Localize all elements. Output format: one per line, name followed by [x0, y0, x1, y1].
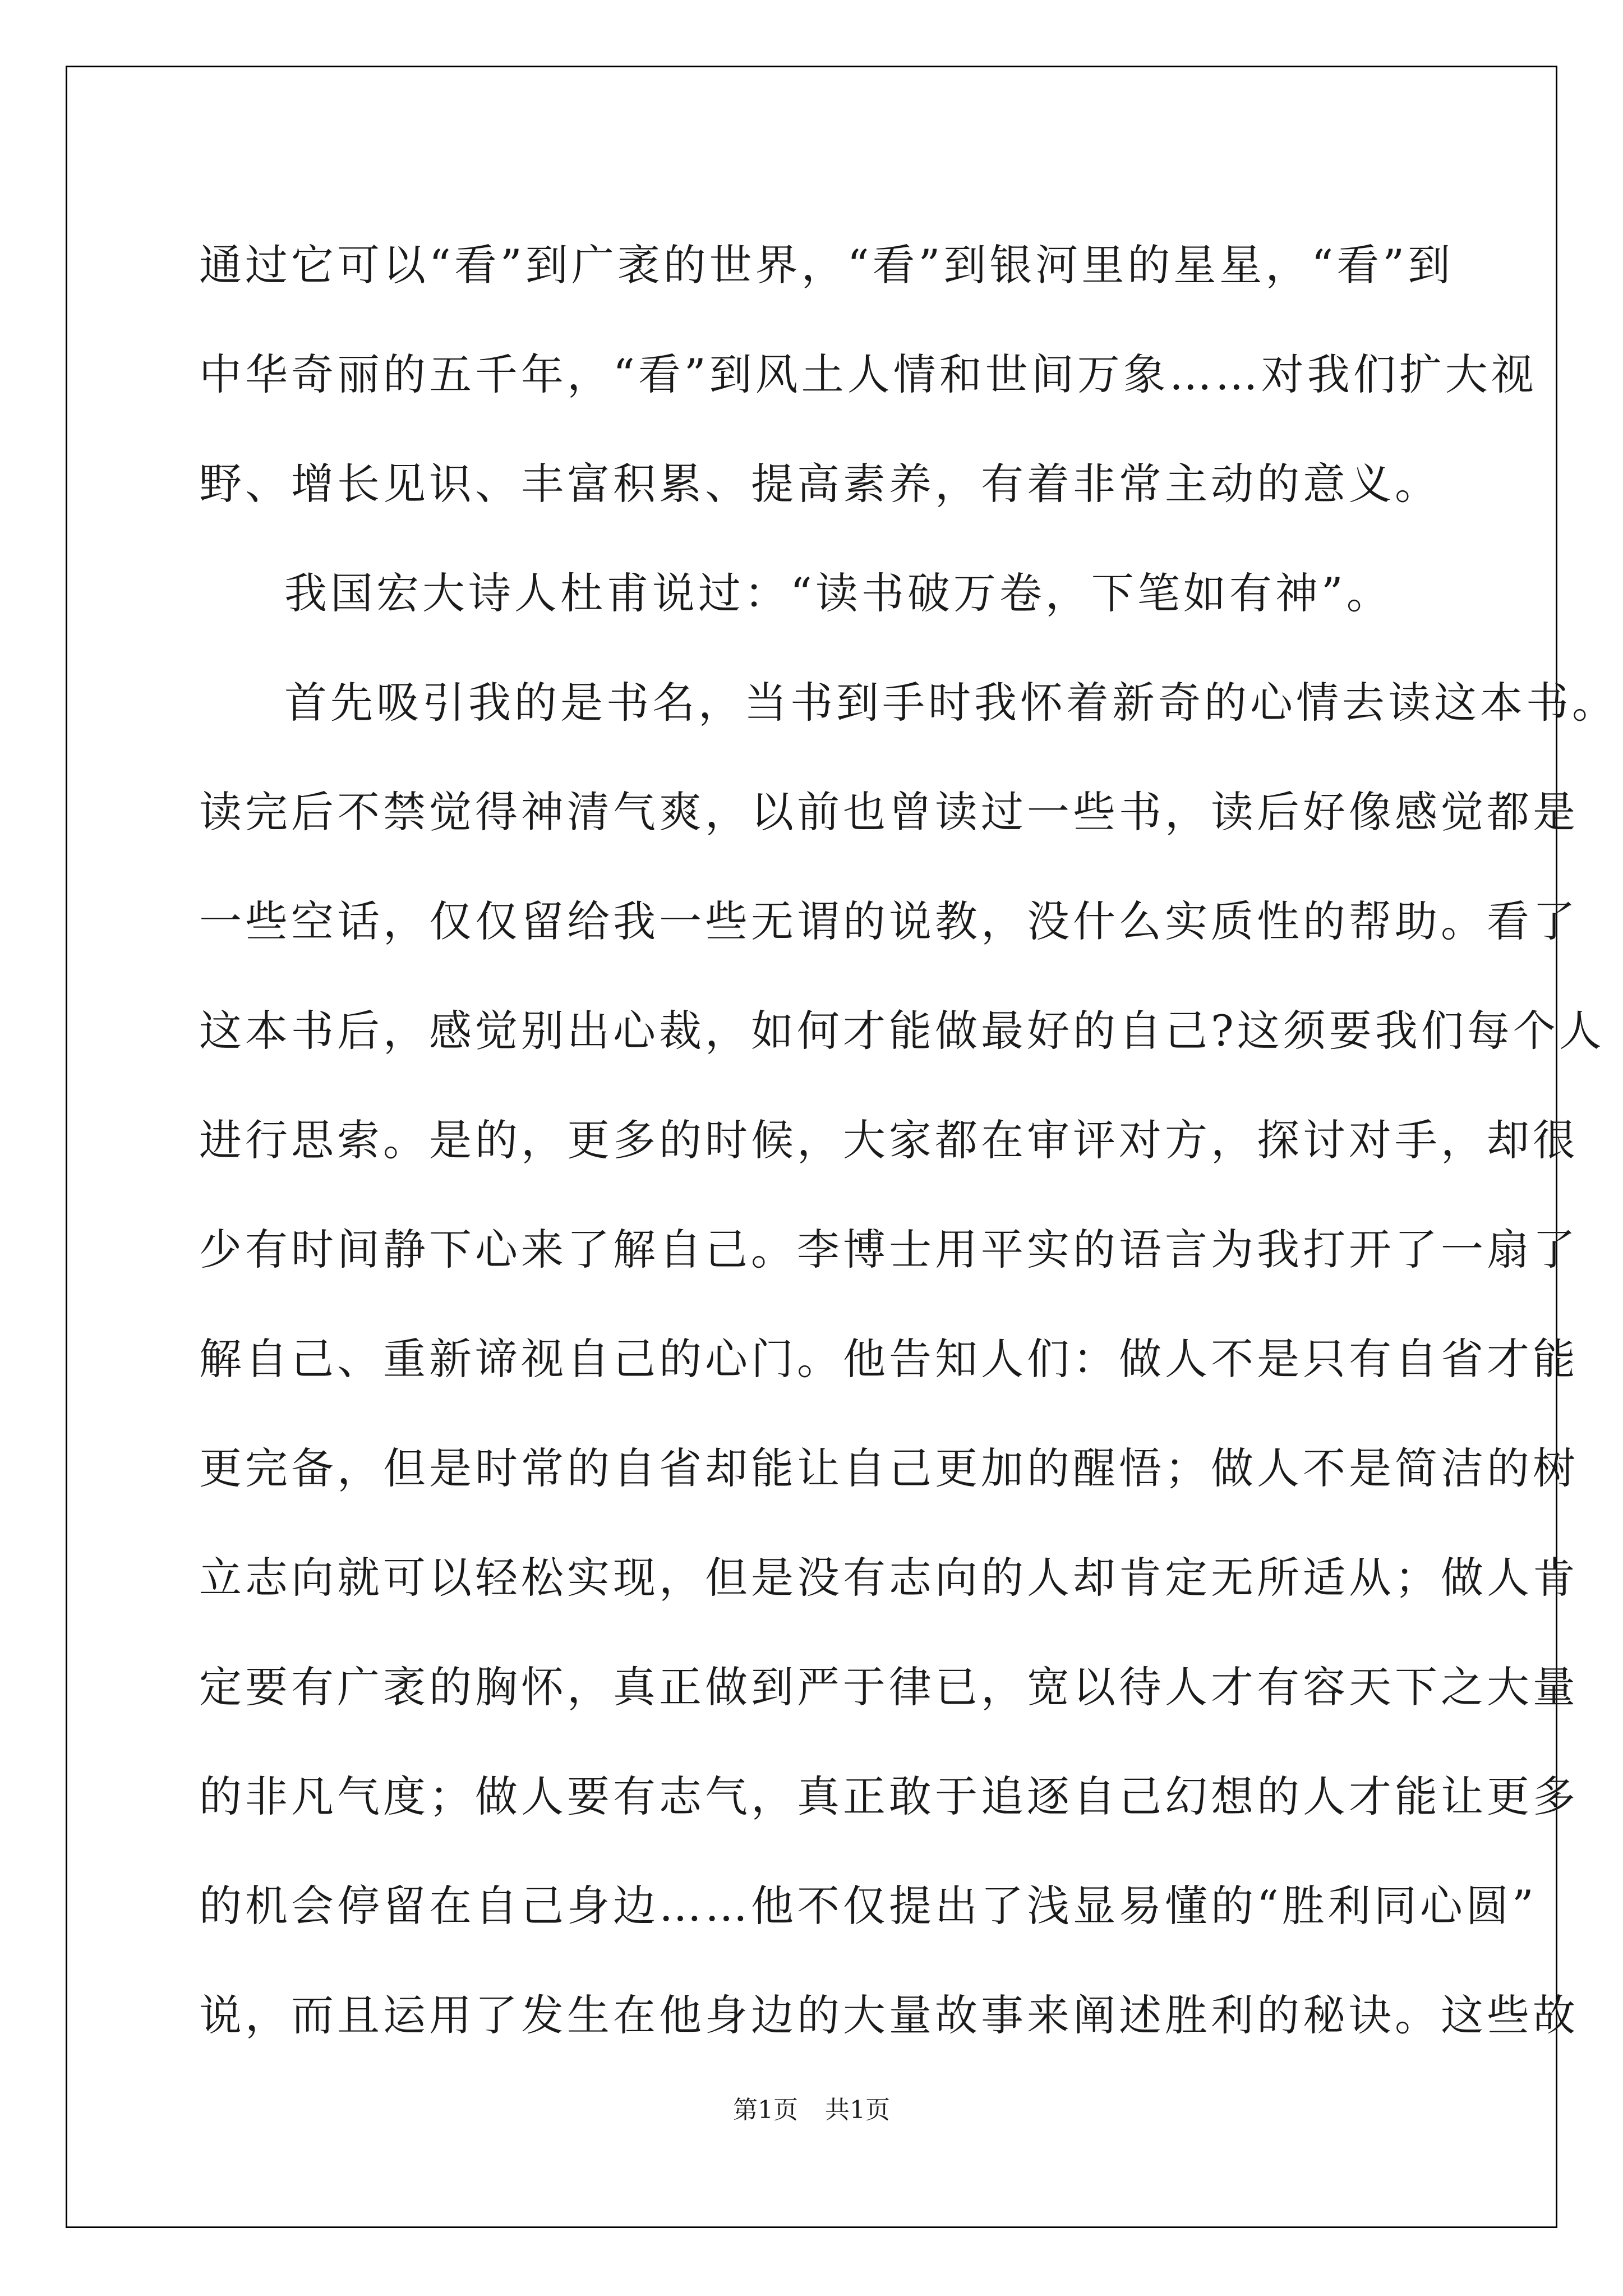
text-line: 这本书后，感觉别出心裁，如何才能做最好的自己?这须要我们每个人: [199, 1006, 1605, 1056]
text-line: 的非凡气度；做人要有志气，真正敢于追逐自己幻想的人才能让更多: [199, 1772, 1579, 1821]
text-line: 更完备，但是时常的自省却能让自己更加的醒悟；做人不是简洁的树: [199, 1443, 1579, 1493]
text-line: 中华奇丽的五千年，“看”到风土人情和世间万象……对我们扩大视: [199, 349, 1537, 399]
body-text: [199, 210, 1618, 2070]
text-line: 一些空话，仅仅留给我一些无谓的说教，没什么实质性的帮助。看了: [199, 896, 1579, 946]
page-number-current: 第1页: [733, 2096, 798, 2124]
text-line: 我国宏大诗人杜甫说过：“读书破万卷，下笔如有神”。: [284, 568, 1393, 618]
text-line: 进行思索。是的，更多的时候，大家都在审评对方，探讨对手，却很: [199, 1115, 1579, 1165]
text-line: 通过它可以“看”到广袤的世界，“看”到银河里的星星，“看”到: [199, 240, 1454, 290]
text-line: 的机会停留在自己身边……他不仅提出了浅显易懂的“胜利同心圆”: [199, 1881, 1537, 1931]
text-line: 定要有广袤的胸怀，真正做到严于律已，宽以待人才有容天下之大量: [199, 1662, 1579, 1712]
text-line: 野、增长见识、丰富积累、提高素养，有着非常主动的意义。: [199, 459, 1441, 509]
text-line: 解自己、重新谛视自己的心门。他告知人们：做人不是只有自省才能: [199, 1334, 1579, 1384]
text-line: 说，而且运用了发生在他身边的大量故事来阐述胜利的秘诀。这些故: [199, 1990, 1579, 2040]
text-line: 少有时间静下心来了解自己。李博士用平实的语言为我打开了一扇了: [199, 1225, 1579, 1274]
text-line: 首先吸引我的是书名，当书到手时我怀着新奇的心情去读这本书。: [284, 678, 1618, 728]
page-footer: [0, 2090, 1623, 2125]
text-line: 立志向就可以轻松实现，但是没有志向的人却肯定无所适从；做人肯: [199, 1553, 1579, 1603]
page-number-total: 共1页: [825, 2096, 890, 2124]
text-line: 读完后不禁觉得神清气爽，以前也曾读过一些书，读后好像感觉都是: [199, 787, 1579, 837]
